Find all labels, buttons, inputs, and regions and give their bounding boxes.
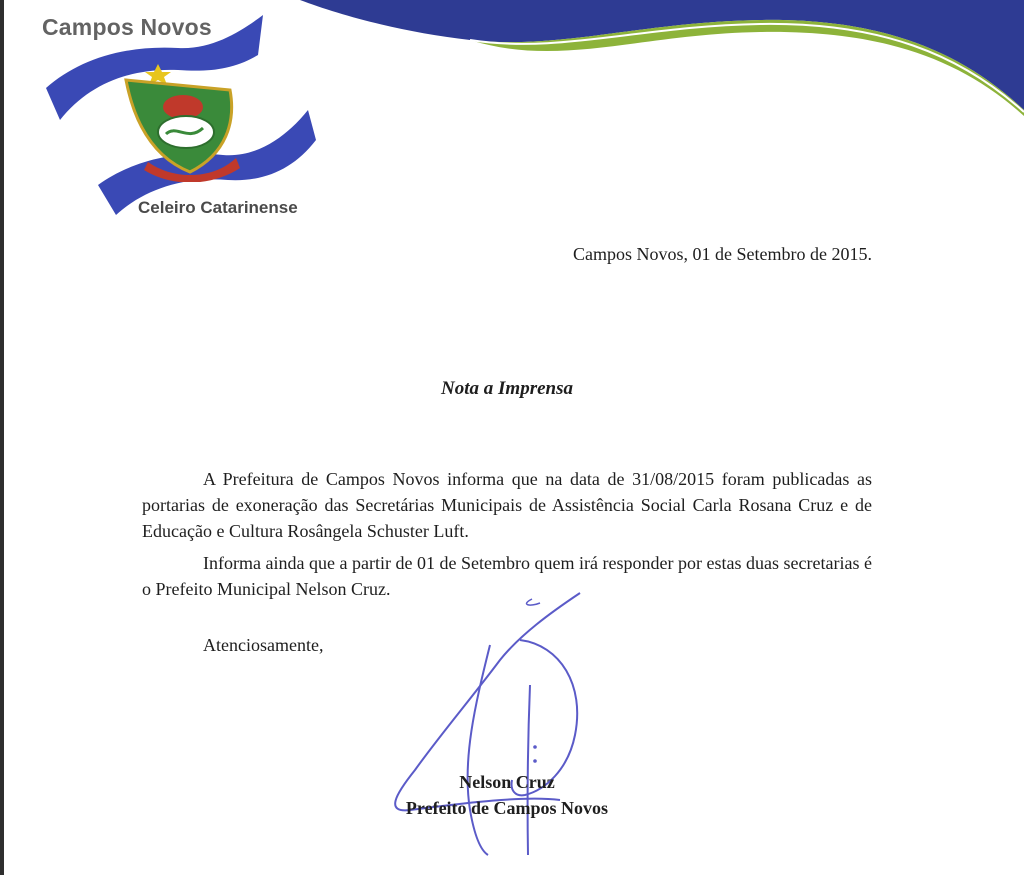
date-line: Campos Novos, 01 de Setembro de 2015. — [573, 244, 872, 264]
logo-subtitle: Celeiro Catarinense — [138, 198, 298, 217]
paragraph-1: A Prefeitura de Campos Novos informa que na data de 31/08/2015 foram publicadas as portarias de exoneração das Secretárias Municipais de Assistência Social Carla Rosana Cruz e de Educação e Cultura Rosângela Schuster Luft. — [142, 469, 872, 541]
closing-line: Atenciosamente, — [203, 635, 324, 655]
paragraph-2: Informa ainda que a partir de 01 de Setembro quem irá responder por estas duas secretarias é o Prefeito Municipal Nelson Cruz. — [142, 553, 872, 599]
scan-edge — [0, 0, 4, 875]
logo-title: Campos Novos — [42, 14, 212, 40]
municipal-logo — [38, 10, 338, 225]
signatory-role: Prefeito de Campos Novos — [405, 798, 609, 818]
document-title: Nota a Imprensa — [441, 378, 573, 399]
letter-body — [142, 466, 872, 602]
signatory-name: Nelson Cruz — [459, 772, 555, 792]
coat-of-arms-icon — [118, 62, 258, 182]
